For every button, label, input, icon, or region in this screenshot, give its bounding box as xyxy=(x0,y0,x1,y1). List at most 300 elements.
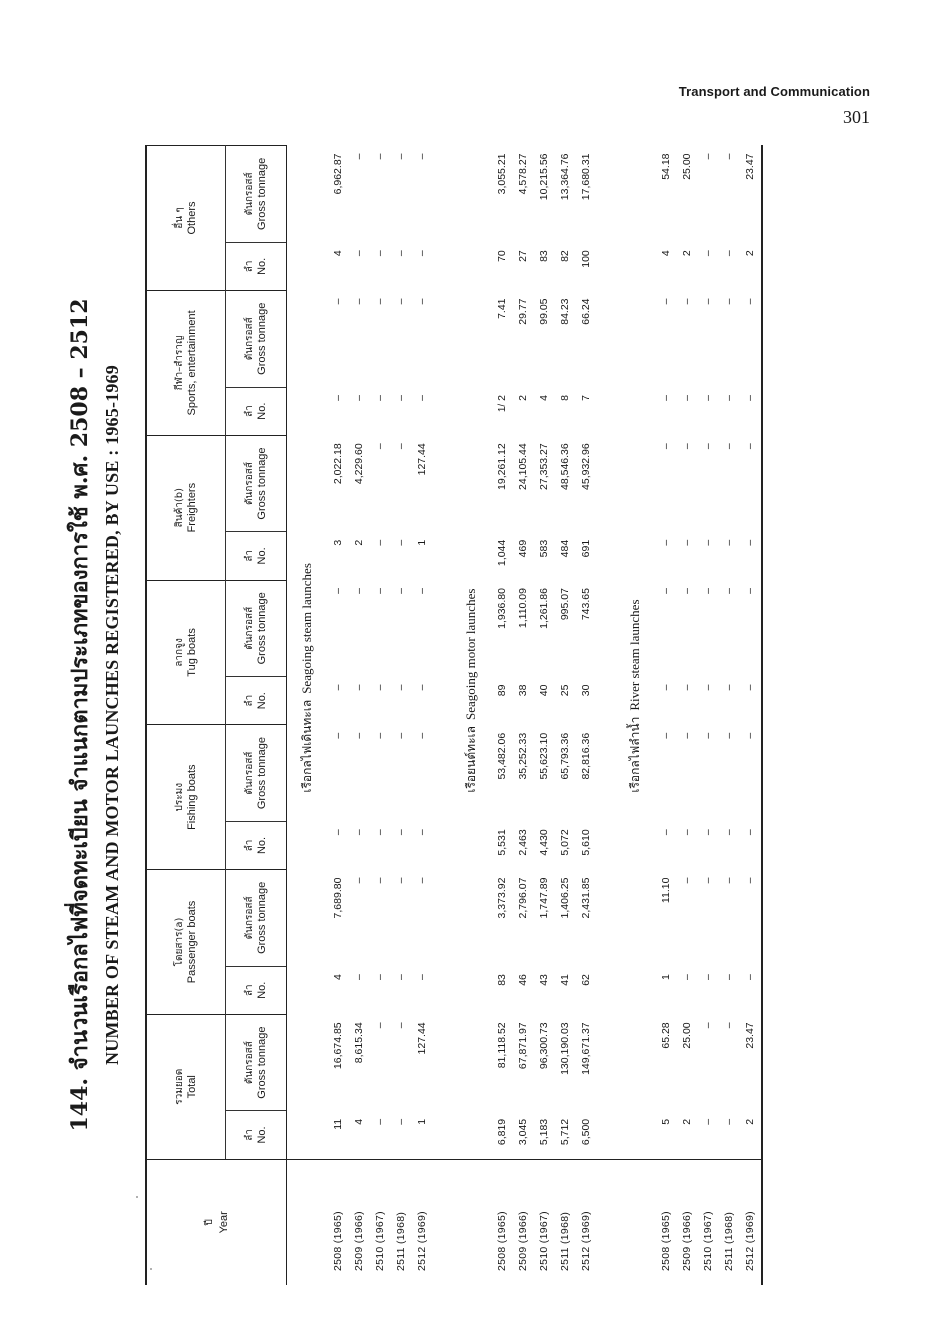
tonnage-cell: – xyxy=(723,588,735,594)
year-cell xyxy=(287,1159,329,1285)
tonnage-cell: 67,871.97 xyxy=(517,1022,529,1070)
count-cell: 27 xyxy=(517,250,529,262)
count-cell: – xyxy=(353,829,365,836)
group-header-english: Tug boats xyxy=(186,628,198,677)
tonnage-cell: – xyxy=(702,1022,714,1029)
section-name: Transport and Communication xyxy=(678,84,870,99)
count-cell: 3,045 xyxy=(517,1118,529,1146)
count-cell: – xyxy=(395,974,407,980)
year-cell: 2509 (1966) xyxy=(513,1159,534,1285)
year-cell: 2510 (1967) xyxy=(370,1159,391,1285)
tonnage-cell: 7.41 xyxy=(496,298,508,319)
tonnage-sub-header xyxy=(226,1014,287,1111)
tonnage-cell: – xyxy=(332,732,344,739)
tonnage-cell: 3,373.92 xyxy=(496,877,508,919)
tonnage-header-thai: ตันกรอสส์ xyxy=(244,896,255,940)
count-cell: 691 xyxy=(580,539,592,558)
tonnage-sub-header xyxy=(226,146,287,243)
group-header-english: Others xyxy=(186,201,198,235)
count-cell: – xyxy=(395,684,407,691)
count-cell: 469 xyxy=(517,539,529,558)
count-cell: 1 xyxy=(416,1118,428,1125)
tonnage-header-thai: ตันกรอสส์ xyxy=(244,751,255,795)
count-cell: – xyxy=(723,539,735,546)
table-row xyxy=(391,146,412,1286)
title-thai-text: จำนวนเรือกลไฟที่จดทะเบียน จำแนกตามประเภทของการใช้ พ.ศ. 2508 – 2512 xyxy=(67,298,93,1071)
table-row xyxy=(719,146,740,1286)
tonnage-header-thai: ตันกรอสส์ xyxy=(244,606,255,650)
tonnage-cell: 25.00 xyxy=(681,153,693,180)
count-cell: 8 xyxy=(559,395,571,401)
count-cell: – xyxy=(416,684,428,691)
tonnage-cell: – xyxy=(723,877,735,884)
tonnage-cell: 1,936.80 xyxy=(496,588,508,629)
section-label-thai: เรือกลไฟเดินทะเล xyxy=(300,699,314,793)
count-header-thai: ลำ xyxy=(244,1129,255,1141)
tonnage-cell: 17,680.31 xyxy=(580,153,592,201)
tonnage-cell: – xyxy=(416,732,428,739)
tonnage-header-english: Gross tonnage xyxy=(256,302,268,375)
count-cell: 4 xyxy=(538,395,550,401)
section-gap-row xyxy=(433,146,451,1286)
tonnage-cell: 13,364.76 xyxy=(559,153,571,201)
count-header-thai: ลำ xyxy=(244,260,255,273)
count-cell: 89 xyxy=(496,684,508,697)
tonnage-cell: 10,215.56 xyxy=(538,153,550,201)
section-label-english: River steam launches xyxy=(627,599,642,711)
tonnage-header-english: Gross tonnage xyxy=(256,592,268,665)
gap-cell xyxy=(597,146,615,1160)
count-cell: 6,500 xyxy=(580,1118,592,1146)
tonnage-cell: 8,615.34 xyxy=(353,1022,365,1064)
year-cell: 2508 (1965) xyxy=(656,1159,677,1285)
tonnage-cell: 3,055.21 xyxy=(496,153,508,195)
tonnage-cell: 7,689.80 xyxy=(332,877,344,919)
count-cell: 2 xyxy=(744,1118,756,1125)
section-label-english: Seagoing motor launches xyxy=(463,588,478,721)
tonnage-cell: – xyxy=(723,298,735,305)
year-cell: 2510 (1967) xyxy=(534,1159,555,1285)
tonnage-cell: 99.05 xyxy=(538,298,550,325)
tonnage-cell: 127.44 xyxy=(416,443,428,476)
year-header-english: Year xyxy=(217,1211,230,1234)
year-cell: 2509 (1966) xyxy=(677,1159,698,1285)
tonnage-sub-header xyxy=(226,580,287,677)
section-label-english: Seagoing steam launches xyxy=(299,563,314,694)
table-row xyxy=(698,146,719,1286)
count-header-thai: ลำ xyxy=(244,550,255,562)
count-sub-header xyxy=(226,821,287,869)
table-number: 144. xyxy=(67,1077,93,1132)
tonnage-cell: 29.77 xyxy=(517,298,529,325)
tonnage-cell: – xyxy=(416,298,428,305)
count-cell: 2 xyxy=(681,250,693,257)
count-cell: 5,072 xyxy=(559,829,571,856)
count-cell: 5,183 xyxy=(538,1118,550,1146)
count-cell: 4 xyxy=(353,1118,365,1125)
count-cell: – xyxy=(681,395,693,401)
tonnage-cell: 995.07 xyxy=(559,588,571,621)
count-sub-header xyxy=(226,1111,287,1159)
count-header-thai: ลำ xyxy=(244,694,255,707)
tonnage-cell: 35,252.33 xyxy=(517,732,529,780)
count-cell: 38 xyxy=(517,684,529,697)
count-cell: 3 xyxy=(332,539,344,546)
count-cell: – xyxy=(395,395,407,401)
column-group-header xyxy=(146,435,226,580)
column-sub-row xyxy=(226,146,287,1286)
tonnage-cell: – xyxy=(374,443,386,450)
count-cell: 5,712 xyxy=(559,1118,571,1146)
count-cell: – xyxy=(416,829,428,836)
count-cell: – xyxy=(744,684,756,691)
tonnage-cell: 1,747.89 xyxy=(538,877,550,919)
year-cell: 2510 (1967) xyxy=(698,1159,719,1285)
tonnage-header-thai: ตันกรอสส์ xyxy=(244,1041,255,1085)
count-cell: 6,819 xyxy=(496,1118,508,1146)
section-gap-row xyxy=(597,146,615,1286)
tonnage-cell: – xyxy=(353,153,365,160)
section-heading-cell xyxy=(615,146,656,1160)
table-row xyxy=(370,146,391,1286)
year-header-thai: ปี xyxy=(203,1219,215,1226)
count-cell: 1 xyxy=(416,539,428,546)
section-heading-row xyxy=(615,146,656,1286)
section-heading-row xyxy=(287,146,329,1286)
tonnage-cell: – xyxy=(660,298,672,305)
count-cell: 1 xyxy=(660,974,672,980)
count-cell: – xyxy=(332,829,344,836)
tonnage-cell: – xyxy=(332,588,344,594)
tonnage-cell: – xyxy=(416,153,428,160)
tonnage-cell: – xyxy=(332,298,344,305)
count-cell: – xyxy=(723,395,735,401)
count-cell: – xyxy=(702,974,714,980)
count-cell: – xyxy=(723,829,735,836)
tonnage-cell: 1,110.09 xyxy=(517,588,529,629)
tonnage-cell: – xyxy=(374,1022,386,1029)
count-cell: 583 xyxy=(538,539,550,558)
count-cell: – xyxy=(660,539,672,546)
tonnage-header-english: Gross tonnage xyxy=(256,157,268,230)
count-cell: – xyxy=(395,250,407,257)
tonnage-header-thai: ตันกรอสส์ xyxy=(244,462,255,506)
count-cell: 2,463 xyxy=(517,829,529,856)
count-cell: 5,531 xyxy=(496,829,508,856)
tonnage-cell: 23.47 xyxy=(744,153,756,180)
tonnage-cell: – xyxy=(416,877,428,884)
tonnage-cell: 23.47 xyxy=(744,1022,756,1049)
year-cell: 2508 (1965) xyxy=(492,1159,513,1285)
tonnage-cell: 66.24 xyxy=(580,298,592,325)
tonnage-cell: – xyxy=(353,877,365,884)
tonnage-cell: – xyxy=(395,877,407,884)
count-cell: – xyxy=(416,395,428,401)
count-cell: – xyxy=(744,829,756,836)
count-cell: 82 xyxy=(559,250,571,262)
count-cell: 43 xyxy=(538,974,550,986)
count-cell: 30 xyxy=(580,684,592,697)
count-cell: 4 xyxy=(660,250,672,257)
count-sub-header xyxy=(226,387,287,435)
count-cell: – xyxy=(374,1118,386,1125)
count-cell: – xyxy=(723,250,735,257)
group-header-thai: รวมยอด xyxy=(174,1068,185,1105)
column-group-header xyxy=(146,146,226,291)
tonnage-header-english: Gross tonnage xyxy=(256,881,268,954)
count-cell: – xyxy=(395,1118,407,1125)
table-row xyxy=(492,146,513,1286)
count-cell: – xyxy=(374,395,386,401)
tonnage-cell: – xyxy=(702,153,714,160)
count-cell: – xyxy=(702,539,714,546)
count-cell: 83 xyxy=(538,250,550,262)
tonnage-cell: 4,578.27 xyxy=(517,153,529,195)
tonnage-cell: 743.65 xyxy=(580,588,592,621)
tonnage-cell: – xyxy=(744,588,756,594)
table-row xyxy=(576,146,597,1286)
count-cell: 40 xyxy=(538,684,550,697)
group-header-thai: สินค้า(b) xyxy=(174,487,185,528)
count-cell: – xyxy=(353,395,365,401)
tonnage-cell: – xyxy=(681,298,693,305)
count-cell: 46 xyxy=(517,974,529,986)
count-cell: 2 xyxy=(744,250,756,257)
tonnage-cell: 4,229.60 xyxy=(353,443,365,485)
tonnage-cell: – xyxy=(660,732,672,739)
tonnage-cell: – xyxy=(702,732,714,739)
tonnage-cell: 81,118.52 xyxy=(496,1022,508,1069)
tonnage-cell: – xyxy=(723,1022,735,1029)
tonnage-cell: 84.23 xyxy=(559,298,571,325)
table-row xyxy=(349,146,370,1286)
count-cell: – xyxy=(681,684,693,691)
tonnage-cell: 53,482.06 xyxy=(496,732,508,780)
count-header-thai: ลำ xyxy=(244,839,255,852)
count-cell: – xyxy=(702,250,714,257)
tonnage-cell: – xyxy=(681,877,693,884)
tonnage-cell: – xyxy=(681,588,693,594)
count-header-english: No. xyxy=(256,692,268,710)
count-value: 2 xyxy=(496,395,508,401)
count-cell: – xyxy=(660,395,672,401)
year-cell xyxy=(433,1159,451,1285)
tonnage-header-english: Gross tonnage xyxy=(256,447,268,520)
count-cell: 100 xyxy=(580,250,592,268)
count-cell: – xyxy=(702,1118,714,1125)
title-thai xyxy=(62,145,97,1285)
tonnage-cell: 2,796.07 xyxy=(517,877,529,919)
tonnage-cell: 130,190.03 xyxy=(559,1022,571,1075)
count-cell: 7 xyxy=(580,395,592,401)
section-heading-cell xyxy=(287,146,329,1160)
tonnage-cell: – xyxy=(374,588,386,594)
count-cell: 70 xyxy=(496,250,508,262)
table-row xyxy=(412,146,433,1286)
group-header-english: Passenger boats xyxy=(186,900,198,984)
tonnage-cell: – xyxy=(660,588,672,594)
table-body xyxy=(287,146,763,1286)
count-cell: – xyxy=(332,395,344,401)
year-cell xyxy=(615,1159,656,1285)
group-header-thai: อื่น ๆ xyxy=(174,207,185,229)
count-cell: – xyxy=(744,539,756,546)
tonnage-cell: 127.44 xyxy=(416,1022,428,1055)
count-cell: – xyxy=(374,539,386,546)
tonnage-cell: 11.10 xyxy=(660,877,672,904)
year-cell: 2511 (1968) xyxy=(391,1159,412,1285)
count-header-english: No. xyxy=(256,1126,268,1144)
count-header-english: No. xyxy=(256,981,268,999)
count-header-thai: ลำ xyxy=(244,984,255,997)
tonnage-sub-header xyxy=(226,870,287,967)
count-cell: – xyxy=(416,250,428,257)
tonnage-cell: 1,406.25 xyxy=(559,877,571,919)
year-cell: 2511 (1968) xyxy=(719,1159,740,1285)
count-cell: – xyxy=(723,974,735,980)
tonnage-cell: – xyxy=(374,298,386,305)
count-header-english: No. xyxy=(256,547,268,565)
count-cell: 4 xyxy=(332,250,344,257)
count-cell: – xyxy=(332,684,344,691)
count-cell: 5,610 xyxy=(580,829,592,856)
count-cell: – xyxy=(416,974,428,980)
column-group-row xyxy=(146,146,226,1286)
tonnage-cell: – xyxy=(744,732,756,739)
count-cell: – xyxy=(660,829,672,836)
tonnage-cell: – xyxy=(416,588,428,594)
section-label-thai: เรือยนต์ทะเล xyxy=(464,726,478,793)
table-row xyxy=(555,146,576,1286)
count-cell: 4 xyxy=(332,974,344,980)
tonnage-header-english: Gross tonnage xyxy=(256,737,268,810)
tonnage-sub-header xyxy=(226,290,287,387)
count-cell: 2 xyxy=(353,539,365,546)
group-header-thai: ลากจูง xyxy=(174,638,185,667)
tonnage-cell: – xyxy=(744,443,756,450)
tonnage-cell: 2,431.85 xyxy=(580,877,592,919)
tonnage-cell: – xyxy=(353,732,365,739)
tonnage-cell: – xyxy=(395,443,407,450)
group-header-english: Freighters xyxy=(186,482,198,533)
group-header-thai: โดยสาร(a) xyxy=(174,917,185,967)
count-cell: – xyxy=(374,974,386,980)
tonnage-cell: 65,793.36 xyxy=(559,732,571,780)
year-column-header xyxy=(146,1159,287,1285)
count-cell: 2 xyxy=(517,395,529,401)
gap-cell xyxy=(433,146,451,1160)
tonnage-cell: – xyxy=(374,732,386,739)
count-header-english: No. xyxy=(256,836,268,855)
tonnage-cell: – xyxy=(353,298,365,305)
tonnage-cell: 55,623.10 xyxy=(538,732,550,780)
count-cell: – xyxy=(395,829,407,836)
tonnage-cell: – xyxy=(395,588,407,594)
tonnage-cell: 24,105.44 xyxy=(517,443,529,490)
tonnage-sub-header xyxy=(226,725,287,822)
count-header-thai: ลำ xyxy=(244,405,255,418)
tonnage-cell: – xyxy=(353,588,365,594)
count-cell: – xyxy=(660,684,672,691)
tonnage-cell: – xyxy=(723,443,735,450)
count-cell: – xyxy=(374,684,386,691)
column-group-header xyxy=(146,870,226,1015)
year-cell: 2509 (1966) xyxy=(349,1159,370,1285)
count-cell: 11 xyxy=(332,1118,344,1130)
tonnage-cell: 1,261.86 xyxy=(538,588,550,629)
count-cell: – xyxy=(353,250,365,257)
count-cell: – xyxy=(744,974,756,980)
count-cell: – xyxy=(723,684,735,691)
group-header-english: Total xyxy=(186,1075,198,1099)
tonnage-header-english: Gross tonnage xyxy=(256,1026,268,1099)
tonnage-cell: – xyxy=(723,732,735,739)
count-cell xyxy=(492,387,513,435)
table-row xyxy=(677,146,698,1286)
tonnage-cell: 45,932.96 xyxy=(580,443,592,490)
column-group-header xyxy=(146,1014,226,1159)
tonnage-cell: – xyxy=(702,298,714,305)
table-row xyxy=(328,146,349,1286)
count-cell: 2 xyxy=(681,1118,693,1125)
count-cell: – xyxy=(702,829,714,836)
tonnage-cell: – xyxy=(395,298,407,305)
count-header-english: No. xyxy=(256,257,268,275)
column-group-header xyxy=(146,580,226,725)
tonnage-cell: – xyxy=(681,443,693,450)
title-block xyxy=(50,145,160,1285)
tonnage-cell: – xyxy=(395,1022,407,1029)
count-cell: 41 xyxy=(559,974,571,986)
count-cell: – xyxy=(702,684,714,691)
table-row xyxy=(656,146,677,1286)
column-group-header xyxy=(146,290,226,435)
title-english: NUMBER OF STEAM AND MOTOR LAUNCHES REGISTERED, BY USE : 1965-1969 xyxy=(102,365,122,1065)
table-row xyxy=(740,146,762,1286)
count-cell: – xyxy=(681,829,693,836)
tonnage-cell: 65.28 xyxy=(660,1022,672,1049)
year-cell: 2512 (1969) xyxy=(740,1159,762,1285)
year-cell: 2512 (1969) xyxy=(412,1159,433,1285)
count-cell: 4,430 xyxy=(538,829,550,856)
tonnage-cell: 25.00 xyxy=(681,1022,693,1049)
count-cell: – xyxy=(681,974,693,980)
column-group-header xyxy=(146,725,226,870)
year-cell: 2508 (1965) xyxy=(328,1159,349,1285)
count-cell: – xyxy=(744,395,756,401)
rotated-table-page xyxy=(50,145,900,1285)
year-cell xyxy=(451,1159,492,1285)
tonnage-sub-header xyxy=(226,435,287,532)
section-heading-cell xyxy=(451,146,492,1160)
count-cell: – xyxy=(702,395,714,401)
section-label-thai: เรือกลไฟลำน้ำ xyxy=(628,716,642,793)
tonnage-cell: 27,353.27 xyxy=(538,443,550,490)
year-cell: 2512 (1969) xyxy=(576,1159,597,1285)
tonnage-cell: – xyxy=(702,588,714,594)
tonnage-cell: 54.18 xyxy=(660,153,672,180)
count-cell: 62 xyxy=(580,974,592,986)
count-cell: – xyxy=(353,974,365,980)
count-cell: – xyxy=(395,539,407,546)
tonnage-cell: 96,300.73 xyxy=(538,1022,550,1070)
count-cell: 5 xyxy=(660,1118,672,1125)
tonnage-cell: – xyxy=(744,298,756,305)
group-header-thai: ประมง xyxy=(174,782,185,812)
tonnage-cell: 19,261.12 xyxy=(496,443,508,490)
count-cell: 83 xyxy=(496,974,508,986)
section-label xyxy=(627,599,642,793)
